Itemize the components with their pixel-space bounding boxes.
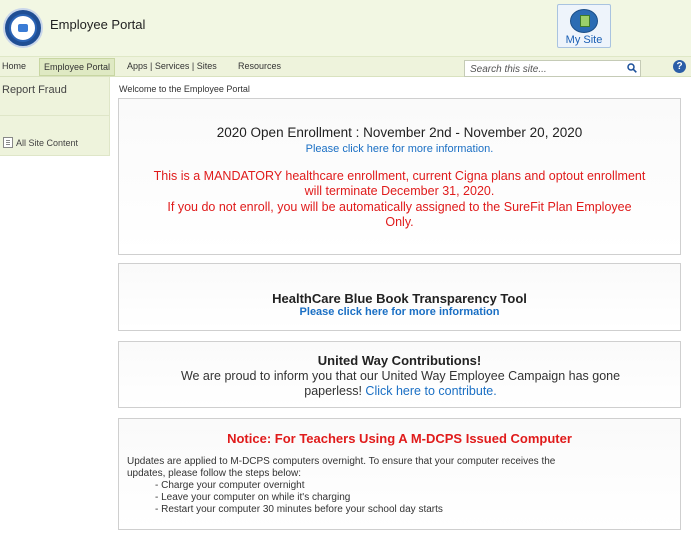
open-enrollment-panel: [118, 98, 681, 255]
site-title[interactable]: Employee Portal: [50, 17, 146, 32]
nav-item-apps-services-sites[interactable]: Apps | Services | Sites: [127, 61, 217, 71]
sidebar-item-report-fraud[interactable]: Report Fraud: [2, 84, 67, 96]
notice-steps: [155, 480, 672, 516]
notice-title: Notice: For Teachers Using A M-DCPS Issued Computer: [227, 431, 572, 446]
bluebook-title: HealthCare Blue Book Transparency Tool: [272, 291, 527, 306]
contribute-link[interactable]: Click here to contribute.: [365, 384, 497, 398]
united-way-title: United Way Contributions!: [317, 353, 482, 368]
mandatory-notice: This is a MANDATORY healthcare enrollment, current Cigna plans and optout enrollment will terminate December 31, 2020.: [153, 169, 646, 198]
left-sidebar: [0, 77, 110, 156]
open-enrollment-title: 2020 Open Enrollment : November 2nd - November 20, 2020: [216, 125, 583, 140]
united-way-text: We are proud to inform you that our United Way Employee Campaign has gone paperless! Click here to contribute.: [180, 369, 621, 398]
united-way-panel: [118, 341, 681, 408]
sidebar-divider: [0, 115, 110, 116]
nav-item-resources[interactable]: Resources: [238, 61, 282, 71]
breadcrumb: Welcome to the Employee Portal: [119, 84, 250, 94]
bluebook-link[interactable]: Please click here for more information: [299, 306, 500, 318]
document-icon: [3, 137, 13, 148]
my-site-button[interactable]: [557, 4, 611, 48]
search-box[interactable]: [464, 60, 641, 77]
header: [0, 0, 691, 57]
notice-body: Updates are applied to M-DCPS computers overnight. To ensure that your computer receives the updates, please follow the steps below: - Charge your computer overnight - Leave your computer on while it's charging - Restart your computer 30 minutes before your school day starts: [127, 456, 672, 516]
auto-assign-notice: If you do not enroll, you will be automatically assigned to the SureFit Plan Employee Only.: [167, 200, 632, 229]
district-logo-icon[interactable]: [3, 8, 43, 48]
sidebar-item-all-site-content[interactable]: [3, 137, 78, 148]
my-site-label: My Site: [565, 34, 603, 46]
search-icon[interactable]: [627, 63, 637, 73]
help-icon[interactable]: ?: [673, 60, 686, 73]
search-input[interactable]: Search this site...: [470, 64, 547, 75]
list-item: - Charge your computer overnight: [155, 480, 672, 492]
nav-item-home[interactable]: Home: [2, 61, 27, 71]
list-item: - Leave your computer on while it's charging: [155, 492, 672, 504]
teacher-notice-panel: [118, 418, 681, 530]
list-item: - Restart your computer 30 minutes before your school day starts: [155, 504, 672, 516]
open-enrollment-link[interactable]: Please click here for more information.: [305, 143, 494, 155]
all-site-content-label: All Site Content: [16, 138, 79, 148]
nav-item-employee-portal[interactable]: Employee Portal: [39, 58, 115, 76]
my-site-icon: [570, 9, 598, 33]
bluebook-panel: [118, 263, 681, 331]
